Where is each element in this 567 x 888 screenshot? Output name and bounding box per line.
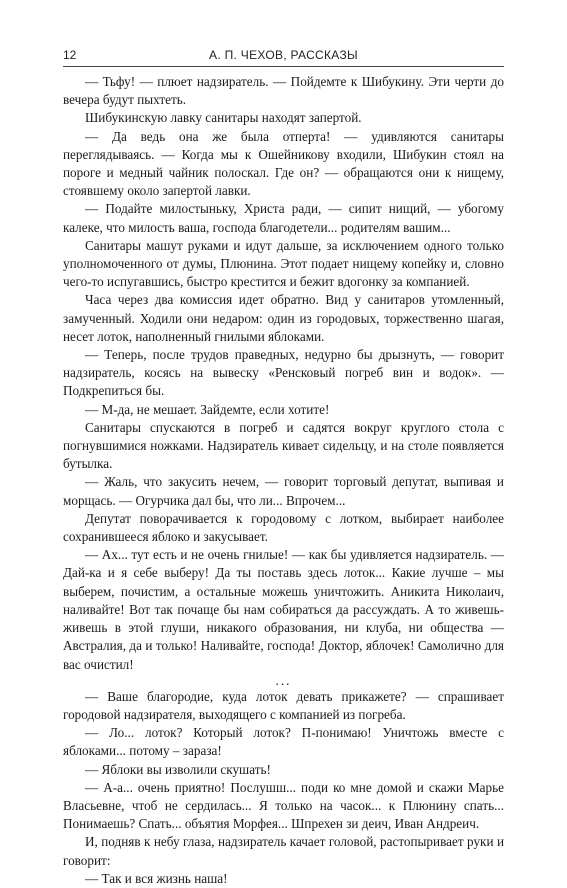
paragraph: — Да ведь она же была отперта! — удивляются санитары переглядываясь. — Когда мы к Ошейникову входили, Шибукин стоял на пороге и медный чайник полоскал. Где он? — обращаются они к нищему, стоявшему около запертой лавки. [63, 128, 504, 199]
paragraph: — А-а... очень приятно! Послушш... поди ко мне домой и скажи Марье Власьевне, чтоб не сердилась... Я только на часок... к Плюнину спать... Понимаешь? Спать... объятия Морфея... Шпрехен зи деич, Иван Андреич. [63, 779, 504, 832]
paragraph: Санитары спускаются в погреб и садятся вокруг круглого стола с погнувшимися ножками. Надзиратель кивает сидельцу, и на столе появляется бутылка. [63, 419, 504, 472]
paragraph: — Ах... тут есть и не очень гнилые! — как бы удивляется надзиратель. — Дай-ка и я себе выберу! Да ты поставь здесь лоток... Какие лучше – мы выберем, почистим, а остальные можешь уничтожить. Аникита Николаич, наливайте! Вот так почаще бы нам собираться да рассуждать. А то живешь-живешь в этой глуши, никакого образования, ни клуба, ни общества — Австралия, да и только! Наливайте, господа! Доктор, яблочек! Самолично для вас очистил! [63, 547, 504, 672]
paragraph: — Жаль, что закусить нечем, — говорит торговый депутат, выпивая и морщась. — Огурчика дал бы, что ли... Впрочем... [63, 474, 504, 508]
paragraph: — Ваше благородие, куда лоток девать прикажете? — спрашивает городовой надзирателя, выходящего с компанией из погреба. [63, 688, 504, 722]
paragraph: — Яблоки вы изволили скушать! [85, 761, 271, 777]
paragraph: Депутат поворачивается к городовому с лотком, выбирает наиболее сохранившееся яблоко и закусывает. [63, 510, 504, 545]
page-header [63, 46, 504, 64]
paragraph: Часа через два комиссия идет обратно. Вид у санитаров утомленный, замученный. Ходили они недаром: один из городовых, торжественно шагая, несет лоток, наполненный гнилыми яблоками. [63, 292, 504, 344]
paragraph: — Подайте милостыньку, Христа ради, — сипит нищий, — убогому калеке, что милость ваша, господа благодетели... родителям вашим... [63, 201, 504, 235]
paragraph: И, подняв к небу глаза, надзиратель качает головой, растопыривает руки и говорит: [63, 834, 504, 868]
text-body [63, 73, 504, 888]
paragraph: Шибукинскую лавку санитары находят запертой. [85, 110, 362, 126]
paragraph: — М-да, не мешает. Зайдемте, если хотите! [85, 401, 330, 417]
paragraph: — Тьфу! — плюет надзиратель. — Пойдемте к Шибукину. Эти черти до вечера будут пыхтеть. [63, 74, 504, 108]
paragraph: Санитары машут руками и идут дальше, за исключением одного только уполномоченного от думы, Плюнина. Этот подает нищему копейку и, словно чего-то испугавшись, быстро крестится и бежит вдогонку за компанией. [63, 237, 504, 290]
paragraph: — Теперь, после трудов праведных, недурно бы дрызнуть, — говорит надзиратель, косясь на вывеску «Ренсковый погреб вин и водок». — Подкрепиться бы. [63, 347, 504, 399]
paragraph: — Ло... лоток? Который лоток? П-понимаю! Уничтожь вместе с яблоками... потому – зараза! [63, 725, 504, 759]
running-title: А. П. ЧЕХОВ, РАССКАЗЫ [209, 48, 358, 62]
header-rule [63, 66, 504, 67]
section-break: ... [275, 672, 292, 688]
paragraph: — Так и вся жизнь наша! [85, 870, 228, 886]
page-number: 12 [63, 48, 77, 62]
